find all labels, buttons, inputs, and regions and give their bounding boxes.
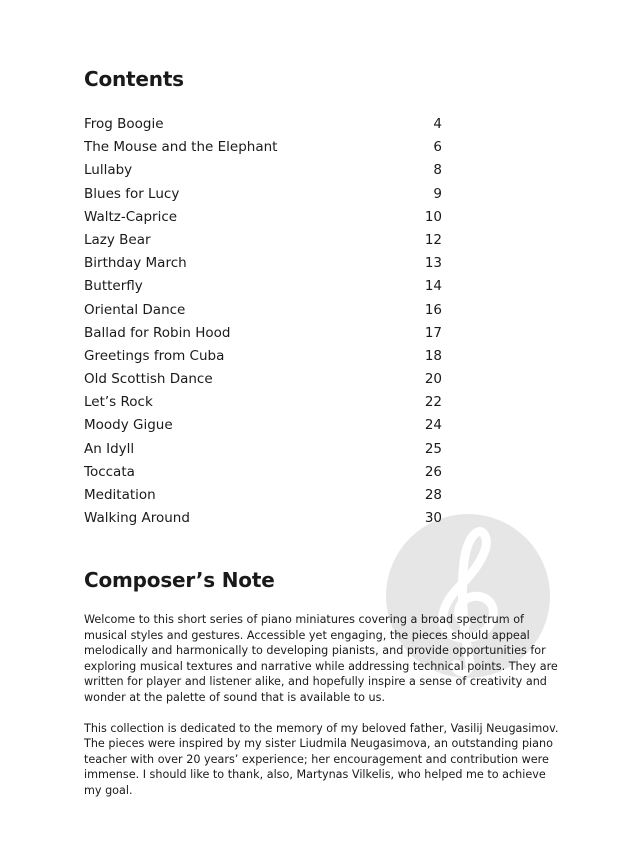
toc-entry-page: 28 bbox=[424, 487, 442, 503]
toc-entry bbox=[84, 508, 442, 531]
toc-entry-page: 9 bbox=[433, 185, 442, 202]
toc-entry bbox=[84, 253, 442, 276]
toc-entry-title: Waltz-Caprice bbox=[84, 208, 178, 225]
toc-entry-page: 14 bbox=[424, 278, 442, 295]
toc-entry bbox=[84, 184, 442, 207]
toc-entry-title: The Mouse and the Elephant bbox=[84, 139, 278, 156]
toc-entry-title: Birthday March bbox=[84, 255, 187, 272]
note-paragraph: This collection is dedicated to the memory of my beloved father, Vasilij Neugasimov. The pieces were inspired by my sister Liudmila Neugasimova, an outstanding piano teacher with over 20 years’ experience; her encouragement and contribution were immense. I should like to thank, also, Martynas Vilkelis, who helped me to achieve my goal. bbox=[84, 721, 559, 797]
toc-entry-page: 16 bbox=[424, 301, 442, 318]
toc-entry-page: 26 bbox=[424, 463, 442, 480]
toc-entry-page: 20 bbox=[424, 371, 442, 388]
toc-entry-page: 18 bbox=[424, 347, 442, 364]
toc-entry bbox=[84, 346, 442, 369]
note-paragraph: Welcome to this short series of piano miniatures covering a broad spectrum of musical styles and gestures. Accessible yet engaging, the pieces should appeal melodically and harmonically to developing pianists, and provide opportunities for exploring musical textures and narrative while addressing technical points. They are written for player and listener alike, and hopefully inspire a sense of creativity and wonder at the palette of sound that is available to us. bbox=[84, 613, 558, 704]
toc-entry-title: Blues for Lucy bbox=[84, 185, 180, 202]
toc-entry-title: An Idyll bbox=[84, 440, 135, 457]
toc-entry bbox=[84, 276, 442, 299]
toc-entry-page: 24 bbox=[424, 417, 442, 434]
toc-entry-title: Lazy Bear bbox=[84, 231, 151, 248]
toc-entry-title: Walking Around bbox=[84, 510, 190, 527]
toc-entry-page: 12 bbox=[424, 231, 442, 248]
toc-entry-page: 30 bbox=[424, 510, 442, 527]
toc-entry bbox=[84, 439, 442, 462]
toc-entry bbox=[84, 230, 442, 253]
toc-entry bbox=[84, 369, 442, 392]
toc-entry bbox=[84, 300, 442, 323]
toc-entry-title: Let’s Rock bbox=[84, 394, 153, 411]
toc-entry-page: 8 bbox=[433, 162, 442, 179]
toc-entry bbox=[84, 462, 442, 485]
toc-entry-title: Butterfly bbox=[84, 278, 143, 295]
toc-entry bbox=[84, 137, 442, 160]
toc-entry-page: 25 bbox=[424, 440, 442, 457]
toc-entry-title: Meditation bbox=[84, 487, 156, 503]
toc-entry bbox=[84, 160, 442, 183]
toc-entry-page: 10 bbox=[424, 208, 442, 225]
toc-entry-title: Moody Gigue bbox=[84, 417, 173, 434]
toc-entry-title: Oriental Dance bbox=[84, 301, 186, 318]
toc-entry-title: Lullaby bbox=[84, 162, 133, 179]
toc-entry-title: Toccata bbox=[84, 463, 135, 480]
toc-entry bbox=[84, 415, 442, 438]
toc-entry bbox=[84, 323, 442, 346]
toc-entry-title: Ballad for Robin Hood bbox=[84, 324, 231, 341]
toc-entry-page: 4 bbox=[433, 116, 442, 132]
composers-note-body bbox=[84, 612, 560, 814]
contents-heading: Contents bbox=[84, 67, 184, 91]
toc-entry bbox=[84, 114, 442, 137]
composers-note-heading: Composer’s Note bbox=[84, 568, 275, 592]
toc-entry-title: Old Scottish Dance bbox=[84, 371, 213, 388]
toc-entry-title: Frog Boogie bbox=[84, 116, 164, 132]
toc-entry-title: Greetings from Cuba bbox=[84, 347, 225, 364]
toc-entry bbox=[84, 392, 442, 415]
toc-entry-page: 22 bbox=[424, 394, 442, 411]
toc-entry-page: 13 bbox=[424, 255, 442, 272]
toc-entry-page: 6 bbox=[433, 139, 442, 156]
table-of-contents bbox=[84, 114, 442, 531]
toc-entry bbox=[84, 485, 442, 508]
toc-entry bbox=[84, 207, 442, 230]
toc-entry-page: 17 bbox=[424, 324, 442, 341]
